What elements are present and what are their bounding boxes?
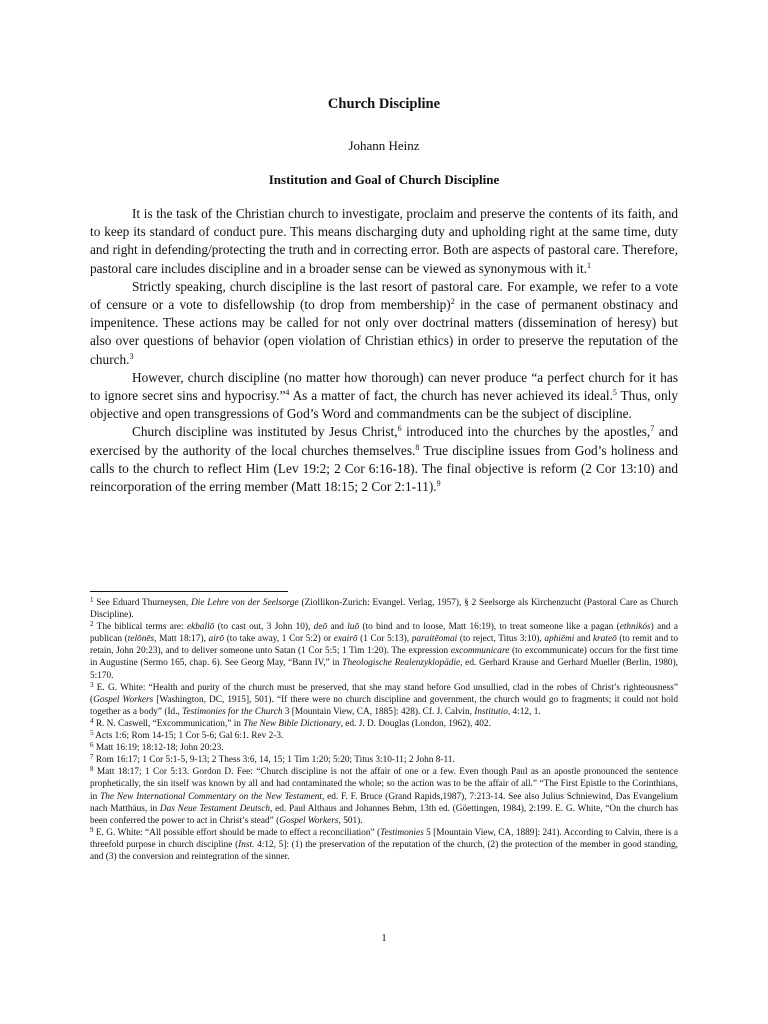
paragraph-4: Church discipline was instituted by Jesus Christ,$^6$ introduced into the churches by the apostles,$^7$ and exercised by the authority of the local churches themselves.$^8$ True discipline issues from God’s holiness and calls to the church to reflect Him (Lev 19:2; 2 Cor 6:16-18). The final objective is reform (2 Cor 13:10) and reincorporation of the erring member (Matt 18:15; 2 Cor 2:1-11).$^9$ xyxy=(90,424,678,495)
paragraph-1: It is the task of the Christian church to investigate, proclaim and preserve the contents of its faith, and to keep its standard of conduct pure. This means discharging duty and upholding right at the same time, duty and right in defending/protecting the truth and in correcting error. Both are aspects of pastoral care. Therefore, pastoral care includes discipline and in a broader sense can be viewed as synonymous with it.$^1$ xyxy=(90,206,678,276)
footnote-1: $^1$ See Eduard Thurneysen, Die Lehre von der Seelsorge (Ziollikon-Zurich: Evangel. Verlag, 1957), § 2 Seelsorge als Kirchenzucht (Pastoral Care as Church Discipline). xyxy=(90,596,678,621)
footnote-5: $^5$ Acts 1:6; Rom 14-15; 1 Cor 5-6; Gal 6:1. Rev 2-3. xyxy=(90,729,284,742)
footnote-9: $^9$ E. G. White: “All possible effort should be made to effect a reconciliation” (Testimonies 5 [Mountain View, CA, 1889]: 241). According to Calvin, there is a threefold purpose in church discipline (Inst. 4:12, 5]: (1) the preservation of the reputation of the church, (2) the protection of the member in good standing, and (3) the conversion and reintegration of the sinner. xyxy=(90,825,678,862)
paragraph-3: However, church discipline (no matter how thorough) can never produce “a perfect church for it has to ignore secret sins and hypocrisy.”$^4$ As a matter of fact, the church has never achieved its ideal.$^5$ Thus, only objective and open transgressions of God’s Word and commandments can be the subject of discipline. xyxy=(90,369,678,422)
footnote-ref[interactable]: 4 xyxy=(285,388,290,398)
body-text xyxy=(90,205,678,496)
footnote-ref[interactable]: 6 xyxy=(397,424,402,434)
footnote-3: $^3$ E. G. White: “Health and purity of the church must be preserved, that she may stand before God unsullied, clad in the robes of Christ’s righteousness” (Gospel Workers [Washington, DC, 1915], 501). “If there were no church discipline and government, the church would go to fragments; it could not hold together as a body” (Id., Testimonies for the Church 3 [Mountain View, CA, 1885]: 428). Cf. J. Calvin, Institutio, 4:12, 1. xyxy=(90,680,678,717)
footnote-ref[interactable]: 9 xyxy=(436,479,441,489)
footnote-divider xyxy=(90,591,288,592)
document-title: Church Discipline xyxy=(327,96,441,112)
footnotes xyxy=(90,597,678,863)
author-name: Johann Heinz xyxy=(348,138,420,153)
footnote-ref[interactable]: 2 xyxy=(450,297,455,307)
footnote-ref[interactable]: 8 xyxy=(415,442,420,452)
paragraph-2: Strictly speaking, church discipline is the last resort of pastoral care. For example, we refer to a vote of censure or a vote to disfellowship (to drop from membership)$^2$ in the case of permanent obstinacy and impenitence. These actions may be called for not only over doctrinal matters (dissemination of heresy) but also over questions of behavior (open violation of Christian ethics) in order to preserve the reputation of the church.$^3$ xyxy=(90,278,678,367)
footnote-2: $^2$ The biblical terms are: ekballō (to cast out, 3 John 10), deō and luō (to bind and to loose, Matt 16:19), to treat someone like a pagan (ethnikós) and a publican (telōnēs, Matt 18:17), airō (to take away, 1 Cor 5:2) or exairō (1 Cor 5:13), paraitēomai (to reject, Titus 3:10), aphiēmi and krateō (to remit and to retain, John 20:23), and to deliver someone unto Satan (1 Cor 5:5; 1 Tim 1:20). The expression excommunicare (to excommunicate) occurs for the first time in Augustine (Sermo 165, chap. 6). See Georg May, “Bann IV,” in Theologische Realenzyklopädie, ed. Gerhard Krause and Gerhard Mueller (Berlin, 1980), 5:170. xyxy=(90,620,679,681)
section-heading: Institution and Goal of Church Discipline xyxy=(268,172,500,187)
footnote-ref[interactable]: 5 xyxy=(612,388,617,398)
footnote-7: $^7$ Rom 16:17; 1 Cor 5:1-5, 9-13; 2 Thess 3:6, 14, 15; 1 Tim 1:20; 5:20; Titus 3:10-11; 2 John 8-11. xyxy=(90,753,455,766)
footnote-ref[interactable]: 3 xyxy=(129,351,134,361)
footnote-6: $^6$ Matt 16:19; 18:12-18; John 20:23. xyxy=(90,741,224,754)
footnote-ref[interactable]: 1 xyxy=(587,260,592,270)
footnote-8: $^8$ Matt 18:17; 1 Cor 5:13. Gordon D. Fee: “Church discipline is not the affair of one or a few. Even though Paul as an apostle pronounced the sentence prophetically, the sin itself was known by all and had contaminated the whole; so the action was to be the affair of all.” “The First Epistle to the Corinthians, in The New International Commentary on the New Testament, ed. F. F. Bruce (Grand Rapids,1987), 7:213-14. See also Julius Schniewind, Das Evangelium nach Matthäus, in Das Neue Testament Deutsch, ed. Paul Althaus and Johannes Behm, 13th ed. (Göettingen, 1984), 2:199. E. G. White, “On the church has been conferred the power to act in Christ’s stead” (Gospel Workers, 501). xyxy=(90,765,678,826)
footnote-4: $^4$ R. N. Caswell, “Excommunication,” in The New Bible Dictionary, ed. J. D. Douglas (London, 1962), 402. xyxy=(90,716,491,729)
page-number: 1 xyxy=(381,932,387,944)
footnote-ref[interactable]: 7 xyxy=(650,424,655,434)
